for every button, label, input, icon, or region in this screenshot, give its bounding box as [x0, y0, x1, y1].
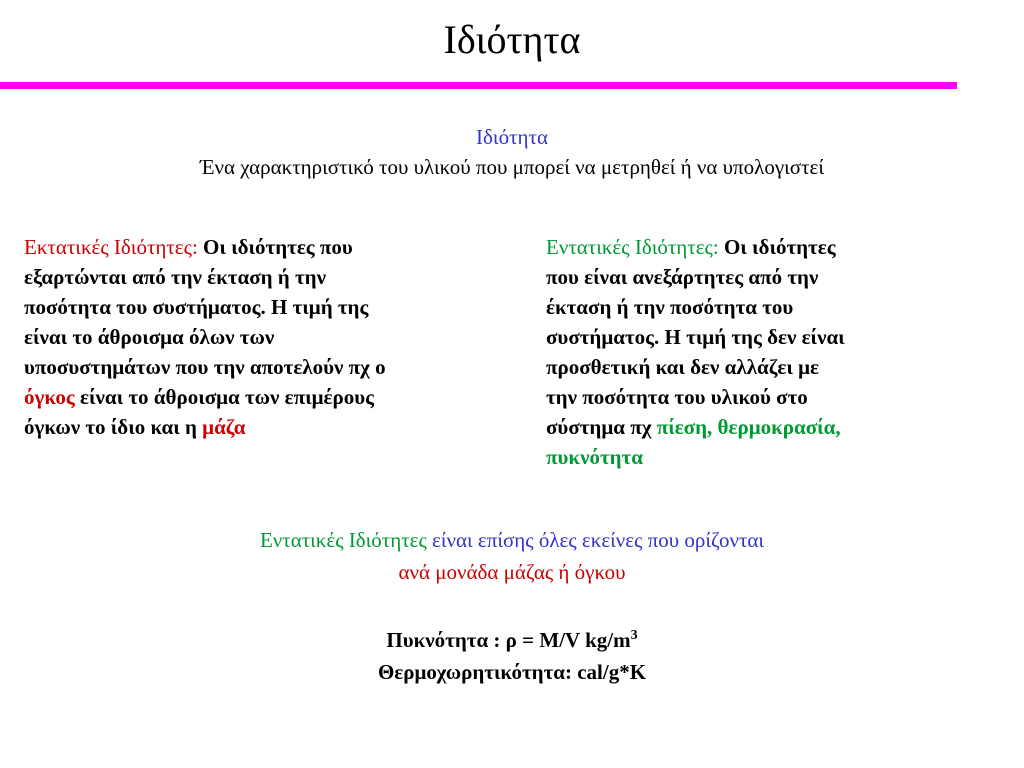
extensive-properties-block: [24, 232, 509, 442]
intensive-text-1: Οι ιδιότητες: [718, 235, 836, 259]
extensive-term: Εκτατικές Ιδιότητες:: [24, 235, 198, 259]
extensive-text-1: Οι ιδιότητες που: [197, 235, 353, 259]
intensive-line-6: την ποσότητα του υλικού στο: [546, 385, 808, 409]
definition-text: Ένα χαρακτηριστικό του υλικού που μπορεί να μετρηθεί ή να υπολογιστεί: [199, 155, 825, 179]
extensive-line-6: [24, 382, 509, 412]
note-line-1: [0, 524, 1024, 556]
note-text: είναι επίσης όλες εκείνες που ορίζονται: [426, 528, 765, 552]
slide-title: Ιδιότητα: [443, 17, 581, 62]
extensive-example-volume: όγκος: [24, 385, 75, 409]
extensive-line-2: εξαρτώνται από την έκταση ή την: [24, 265, 326, 289]
extensive-example-mass: μάζα: [202, 415, 246, 439]
intensive-properties-block: [546, 232, 986, 472]
extensive-text-7: όγκων το ίδιο και η: [24, 415, 203, 439]
extensive-line-5: υποσυστημάτων που την αποτελούν πχ ο: [24, 355, 386, 379]
extensive-text-6: είναι το άθροισμα των επιμέρους: [74, 385, 375, 409]
intensive-term: Εντατικές Ιδιότητες:: [546, 235, 719, 259]
intensive-examples: πίεση, θερμοκρασία,: [656, 415, 841, 439]
intensive-line-5: προσθετική και δεν αλλάζει με: [546, 355, 820, 379]
title-divider: [0, 82, 957, 89]
definition-term: Ιδιότητα: [476, 125, 548, 149]
intensive-text-7: σύστημα πχ: [546, 415, 657, 439]
note-term: Εντατικές Ιδιότητες: [259, 528, 427, 552]
extensive-line-4: είναι το άθροισμα όλων των: [24, 325, 275, 349]
definition-block: [0, 122, 1024, 182]
intensive-note: [0, 524, 1024, 588]
intensive-line-3: έκταση ή την ποσότητα του: [546, 295, 794, 319]
formulas-block: [0, 624, 1024, 688]
extensive-line-7: [24, 412, 509, 442]
density-exponent: 3: [630, 628, 638, 643]
note-line-2: ανά μονάδα μάζας ή όγκου: [398, 560, 626, 584]
intensive-line-2: που είναι ανεξάρτητες από την: [546, 265, 819, 289]
density-formula-text: Πυκνότητα : ρ = M/V kg/m: [386, 628, 631, 652]
intensive-line-8: πυκνότητα: [546, 445, 643, 469]
intensive-line-7: [546, 412, 986, 442]
extensive-line-1: [24, 232, 509, 262]
extensive-line-3: ποσότητα του συστήματος. Η τιμή της: [24, 295, 369, 319]
intensive-line-1: [546, 232, 986, 262]
heat-capacity-formula: Θερμοχωρητικότητα: cal/g*K: [377, 660, 647, 684]
intensive-line-4: συστήματος. Η τιμή της δεν είναι: [546, 325, 845, 349]
density-formula: [0, 624, 1024, 656]
